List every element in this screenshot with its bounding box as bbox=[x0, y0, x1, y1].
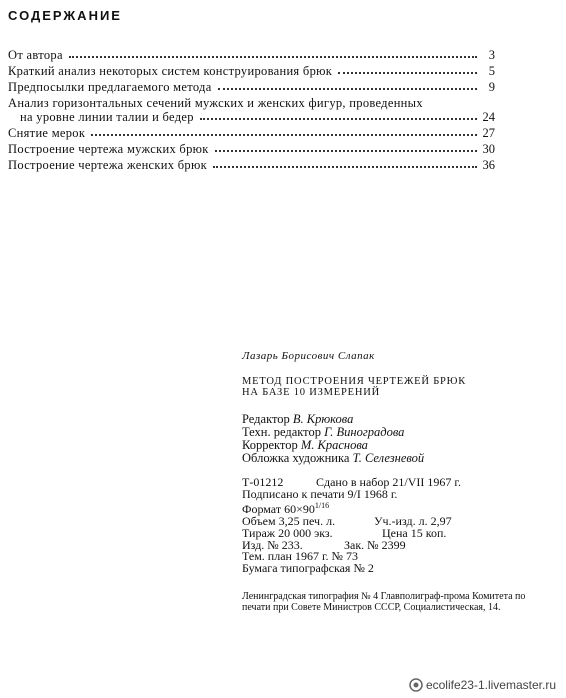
livemaster-logo-icon bbox=[409, 678, 423, 692]
contents-heading: СОДЕРЖАНИЕ bbox=[8, 8, 122, 23]
imprint-order: Зак. № 2399 bbox=[344, 537, 406, 552]
imprint-signed: Подписано к печати 9/I 1968 г. bbox=[242, 486, 398, 501]
toc-entry bbox=[8, 80, 495, 94]
credits bbox=[242, 413, 424, 465]
imprint-volume: Объем 3,25 печ. л. bbox=[242, 514, 336, 529]
toc-entry-page: 3 bbox=[488, 48, 495, 62]
toc-entry-page: 27 bbox=[482, 126, 495, 140]
toc-entry-title: Краткий анализ некоторых систем конструирования брюк bbox=[8, 64, 333, 78]
toc-leader-dots bbox=[69, 56, 477, 58]
toc-entry-title: Предпосылки предлагаемого метода bbox=[8, 80, 212, 94]
imprint-format-fraction: 1/16 bbox=[314, 501, 330, 511]
toc-entry-title: Построение чертежа мужских брюк bbox=[8, 142, 209, 156]
table-of-contents bbox=[8, 48, 495, 174]
toc-entry-title: Снятие мерок bbox=[8, 126, 86, 140]
toc-entry bbox=[8, 126, 495, 140]
imprint-edit-sheets: Уч.-изд. л. 2,97 bbox=[374, 514, 452, 529]
imprint-code: Т-01212 bbox=[242, 475, 284, 489]
credit-person: М. Краснова bbox=[300, 438, 368, 452]
imprint-run: Тираж 20 000 экз. bbox=[242, 525, 333, 540]
imprint-sent-to-set: Сдано в набор 21/VII 1967 г. bbox=[316, 475, 461, 489]
imprint-row bbox=[242, 486, 461, 501]
toc-entry-page: 30 bbox=[482, 142, 495, 156]
toc-entry bbox=[8, 48, 495, 62]
imprint-paper: Бумага типографская № 2 bbox=[242, 560, 374, 575]
book-title-line: НА БАЗЕ 10 ИЗМЕРЕНИЙ bbox=[242, 387, 381, 398]
imprint-block bbox=[242, 477, 461, 575]
toc-entry bbox=[8, 96, 495, 124]
credit-person: Г. Виноградова bbox=[324, 425, 405, 439]
imprint-edition: Изд. № 233. bbox=[242, 537, 303, 552]
credit-person: В. Крюкова bbox=[292, 412, 354, 426]
toc-entry-title-line2: на уровне линии талии и бедер bbox=[20, 110, 194, 124]
toc-leader-dots bbox=[91, 134, 476, 136]
printer-info: Ленинградская типография № 4 Главполиграф-промa Комитета по печати при Совете Министров СССР, Социалистическая, 14. bbox=[242, 591, 526, 613]
toc-leader-dots bbox=[338, 72, 477, 74]
imprint-price: Цена 15 коп. bbox=[382, 525, 447, 540]
book-title bbox=[242, 376, 466, 398]
toc-entry-title: От автора bbox=[8, 48, 63, 62]
toc-entry-page: 5 bbox=[488, 64, 495, 78]
toc-leader-dots bbox=[218, 88, 477, 90]
toc-entry bbox=[8, 158, 495, 172]
credit-line bbox=[242, 452, 424, 465]
imprint-format: Формат 60×90 bbox=[242, 502, 315, 517]
watermark-text: ecolife23-1.livemaster.ru bbox=[425, 678, 556, 692]
toc-entry-title: Построение чертежа женских брюк bbox=[8, 158, 207, 172]
watermark bbox=[409, 678, 556, 692]
credit-role: Редактор bbox=[242, 412, 290, 426]
toc-leader-dots bbox=[215, 150, 477, 152]
credit-person: Т. Селезневой bbox=[352, 451, 425, 465]
author-name: Лазарь Борисович Слапак bbox=[242, 350, 375, 362]
toc-entry bbox=[8, 64, 495, 78]
credit-role: Техн. редактор bbox=[242, 425, 321, 439]
imprint-plan: Тем. план 1967 г. № 73 bbox=[242, 549, 358, 564]
book-title-line: МЕТОД ПОСТРОЕНИЯ ЧЕРТЕЖЕЙ БРЮК bbox=[242, 376, 467, 387]
toc-entry-title-line1: Анализ горизонтальных сечений мужских и женских фигур, проведенных bbox=[8, 96, 423, 110]
toc-entry-page: 9 bbox=[488, 80, 495, 94]
imprint-row bbox=[242, 560, 461, 575]
credit-role: Корректор bbox=[242, 438, 298, 452]
toc-leader-dots bbox=[200, 118, 477, 120]
toc-entry bbox=[8, 142, 495, 156]
toc-entry-page: 24 bbox=[482, 110, 495, 124]
toc-entry-page: 36 bbox=[482, 158, 495, 172]
toc-leader-dots bbox=[213, 166, 477, 168]
credit-role: Обложка художника bbox=[242, 451, 350, 465]
